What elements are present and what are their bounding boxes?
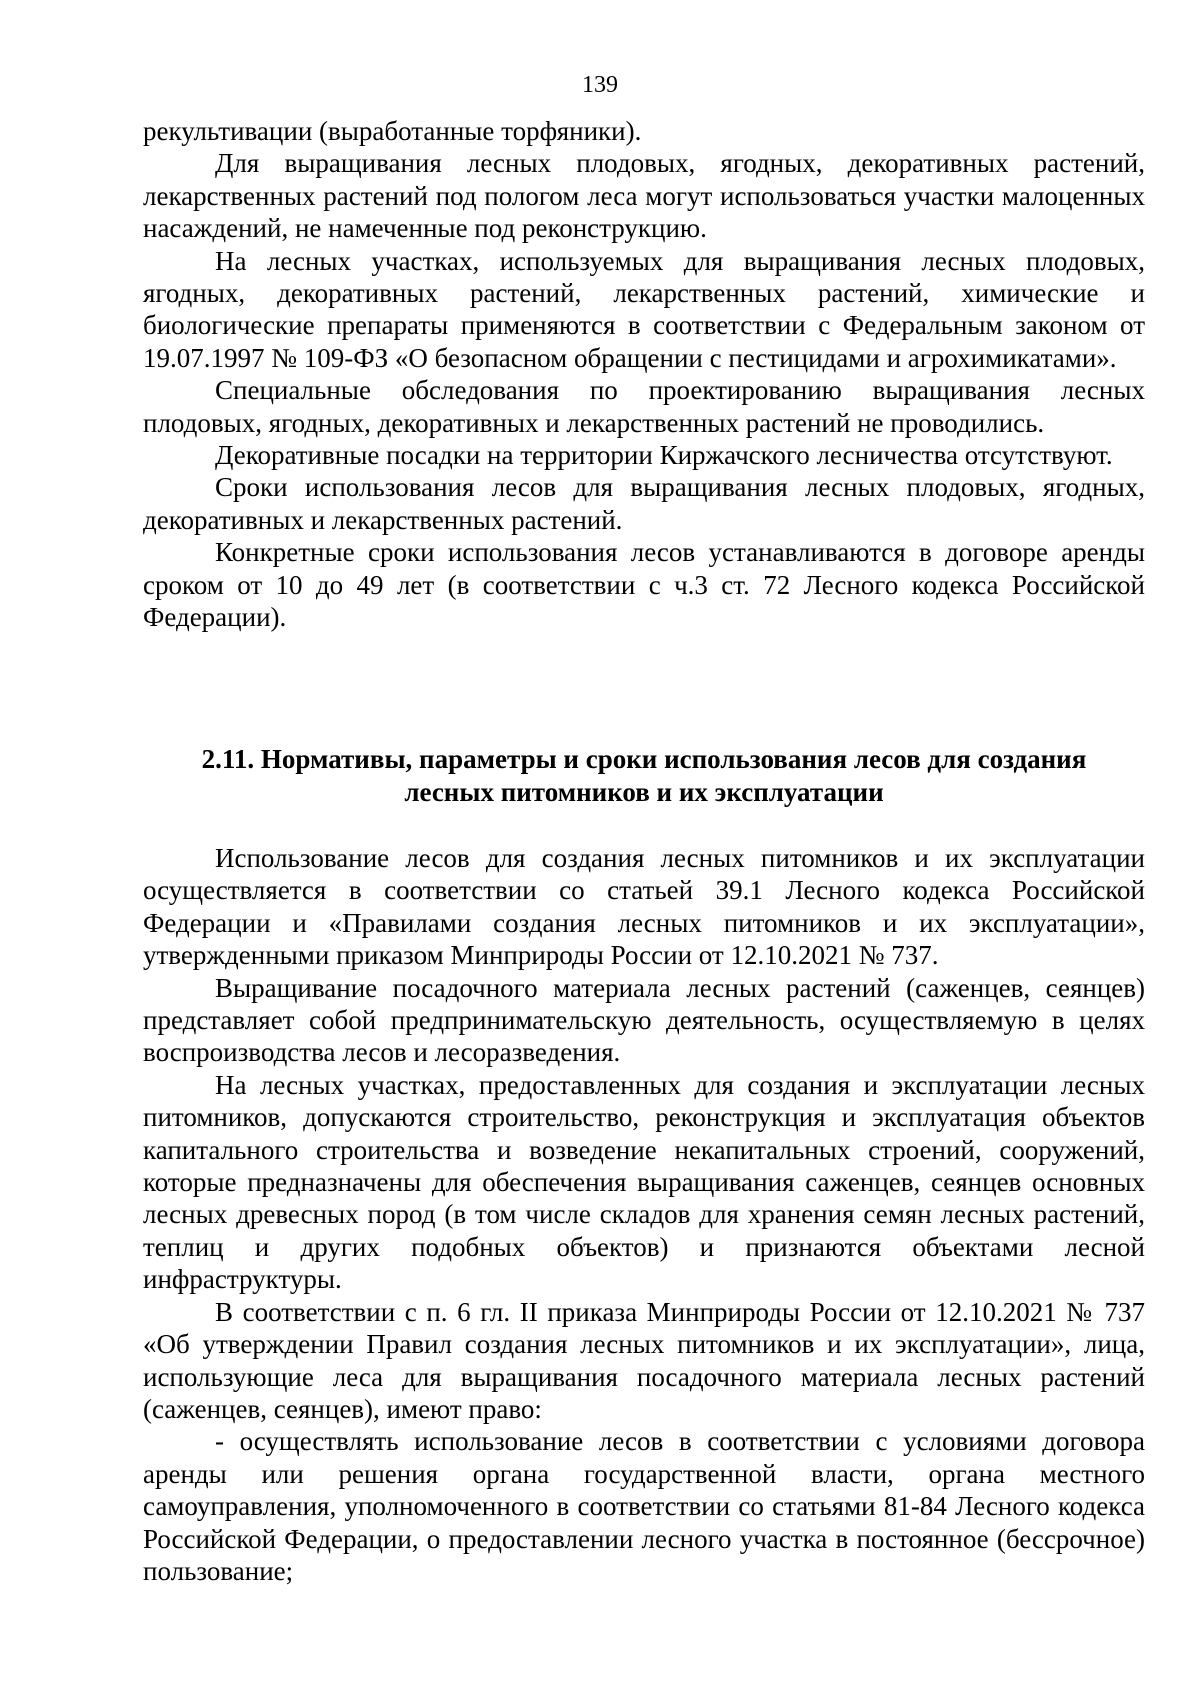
paragraph: В соответствии с п. 6 гл. II приказа Минприроды России от 12.10.2021 № 737 «Об утверждении Правил создания лесных питомников и их эксплуатации», лица, использующие леса для выращивания посадочного материала лесных растений (саженцев, сеянцев), имеют право: xyxy=(143,1296,1145,1424)
page-number: 139 xyxy=(582,72,618,98)
paragraph: рекультивации (выработанные торфяники). xyxy=(143,116,642,146)
list-item: - осуществлять использование лесов в соответствии с условиями договора аренды или решения органа государственной власти, органа местного самоуправления, уполномоченного в соответствии со статьями 81-84 Лесного кодекса Российской Федерации, о предоставлении лесного участка в постоянное (бессрочное) пользование; xyxy=(143,1426,1145,1586)
paragraph: Использование лесов для создания лесных питомников и их эксплуатации осуществляется в соответствии со статьей 39.1 Лесного кодекса Российской Федерации и «Правилами создания лесных питомников и их эксплуатации», утвержденными приказом Минприроды России от 12.10.2021 № 737. xyxy=(143,843,1145,971)
section-heading-line-1: 2.11. Нормативы, параметры и сроки использования лесов для создания xyxy=(201,744,1087,774)
section-heading xyxy=(143,743,1145,809)
paragraph: Для выращивания лесных плодовых, ягодных, декоративных растений, лекарственных растений под пологом леса могут использоваться участки малоценных насаждений, не намеченные под реконструкцию. xyxy=(143,148,1145,244)
paragraph: На лесных участках, используемых для выращивания лесных плодовых, ягодных, декоративных растений, лекарственных растений, химические и биологические препараты применяются в соответствии с Федеральным законом от 19.07.1997 № 109-ФЗ «О безопасном обращении с пестицидами и агрохимикатами». xyxy=(143,245,1145,373)
paragraph: Выращивание посадочного материала лесных растений (саженцев, сеянцев) представляет собой предпринимательскую деятельность, осуществляемую в целях воспроизводства лесов и лесоразведения. xyxy=(143,972,1145,1068)
paragraph: Специальные обследования по проектированию выращивания лесных плодовых, ягодных, декоративных и лекарственных растений не проводились. xyxy=(143,375,1145,438)
top-text-block xyxy=(143,115,1145,634)
paragraph: Декоративные посадки на территории Киржачского лесничества отсутствуют. xyxy=(215,440,1113,471)
section-heading-line-2: лесных питомников и их эксплуатации xyxy=(404,777,884,807)
paragraph: Сроки использования лесов для выращивания лесных плодовых, ягодных, декоративных и лекарственных растений. xyxy=(143,472,1145,535)
paragraph: На лесных участках, предоставленных для создания и эксплуатации лесных питомников, допускаются строительство, реконструкция и эксплуатация объектов капитального строительства и возведение некапитальных строений, сооружений, которые предназначены для обеспечения выращивания саженцев, сеянцев основных лесных древесных пород (в том числе складов для хранения семян лесных растений, теплиц и других подобных объектов) и признаются объектами лесной инфраструктуры. xyxy=(143,1069,1145,1295)
paragraph: Конкретные сроки использования лесов устанавливаются в договоре аренды сроком от 10 до 49 лет (в соответствии с ч.3 ст. 72 Лесного кодекса Российской Федерации). xyxy=(143,537,1145,633)
section-body xyxy=(143,842,1145,1587)
